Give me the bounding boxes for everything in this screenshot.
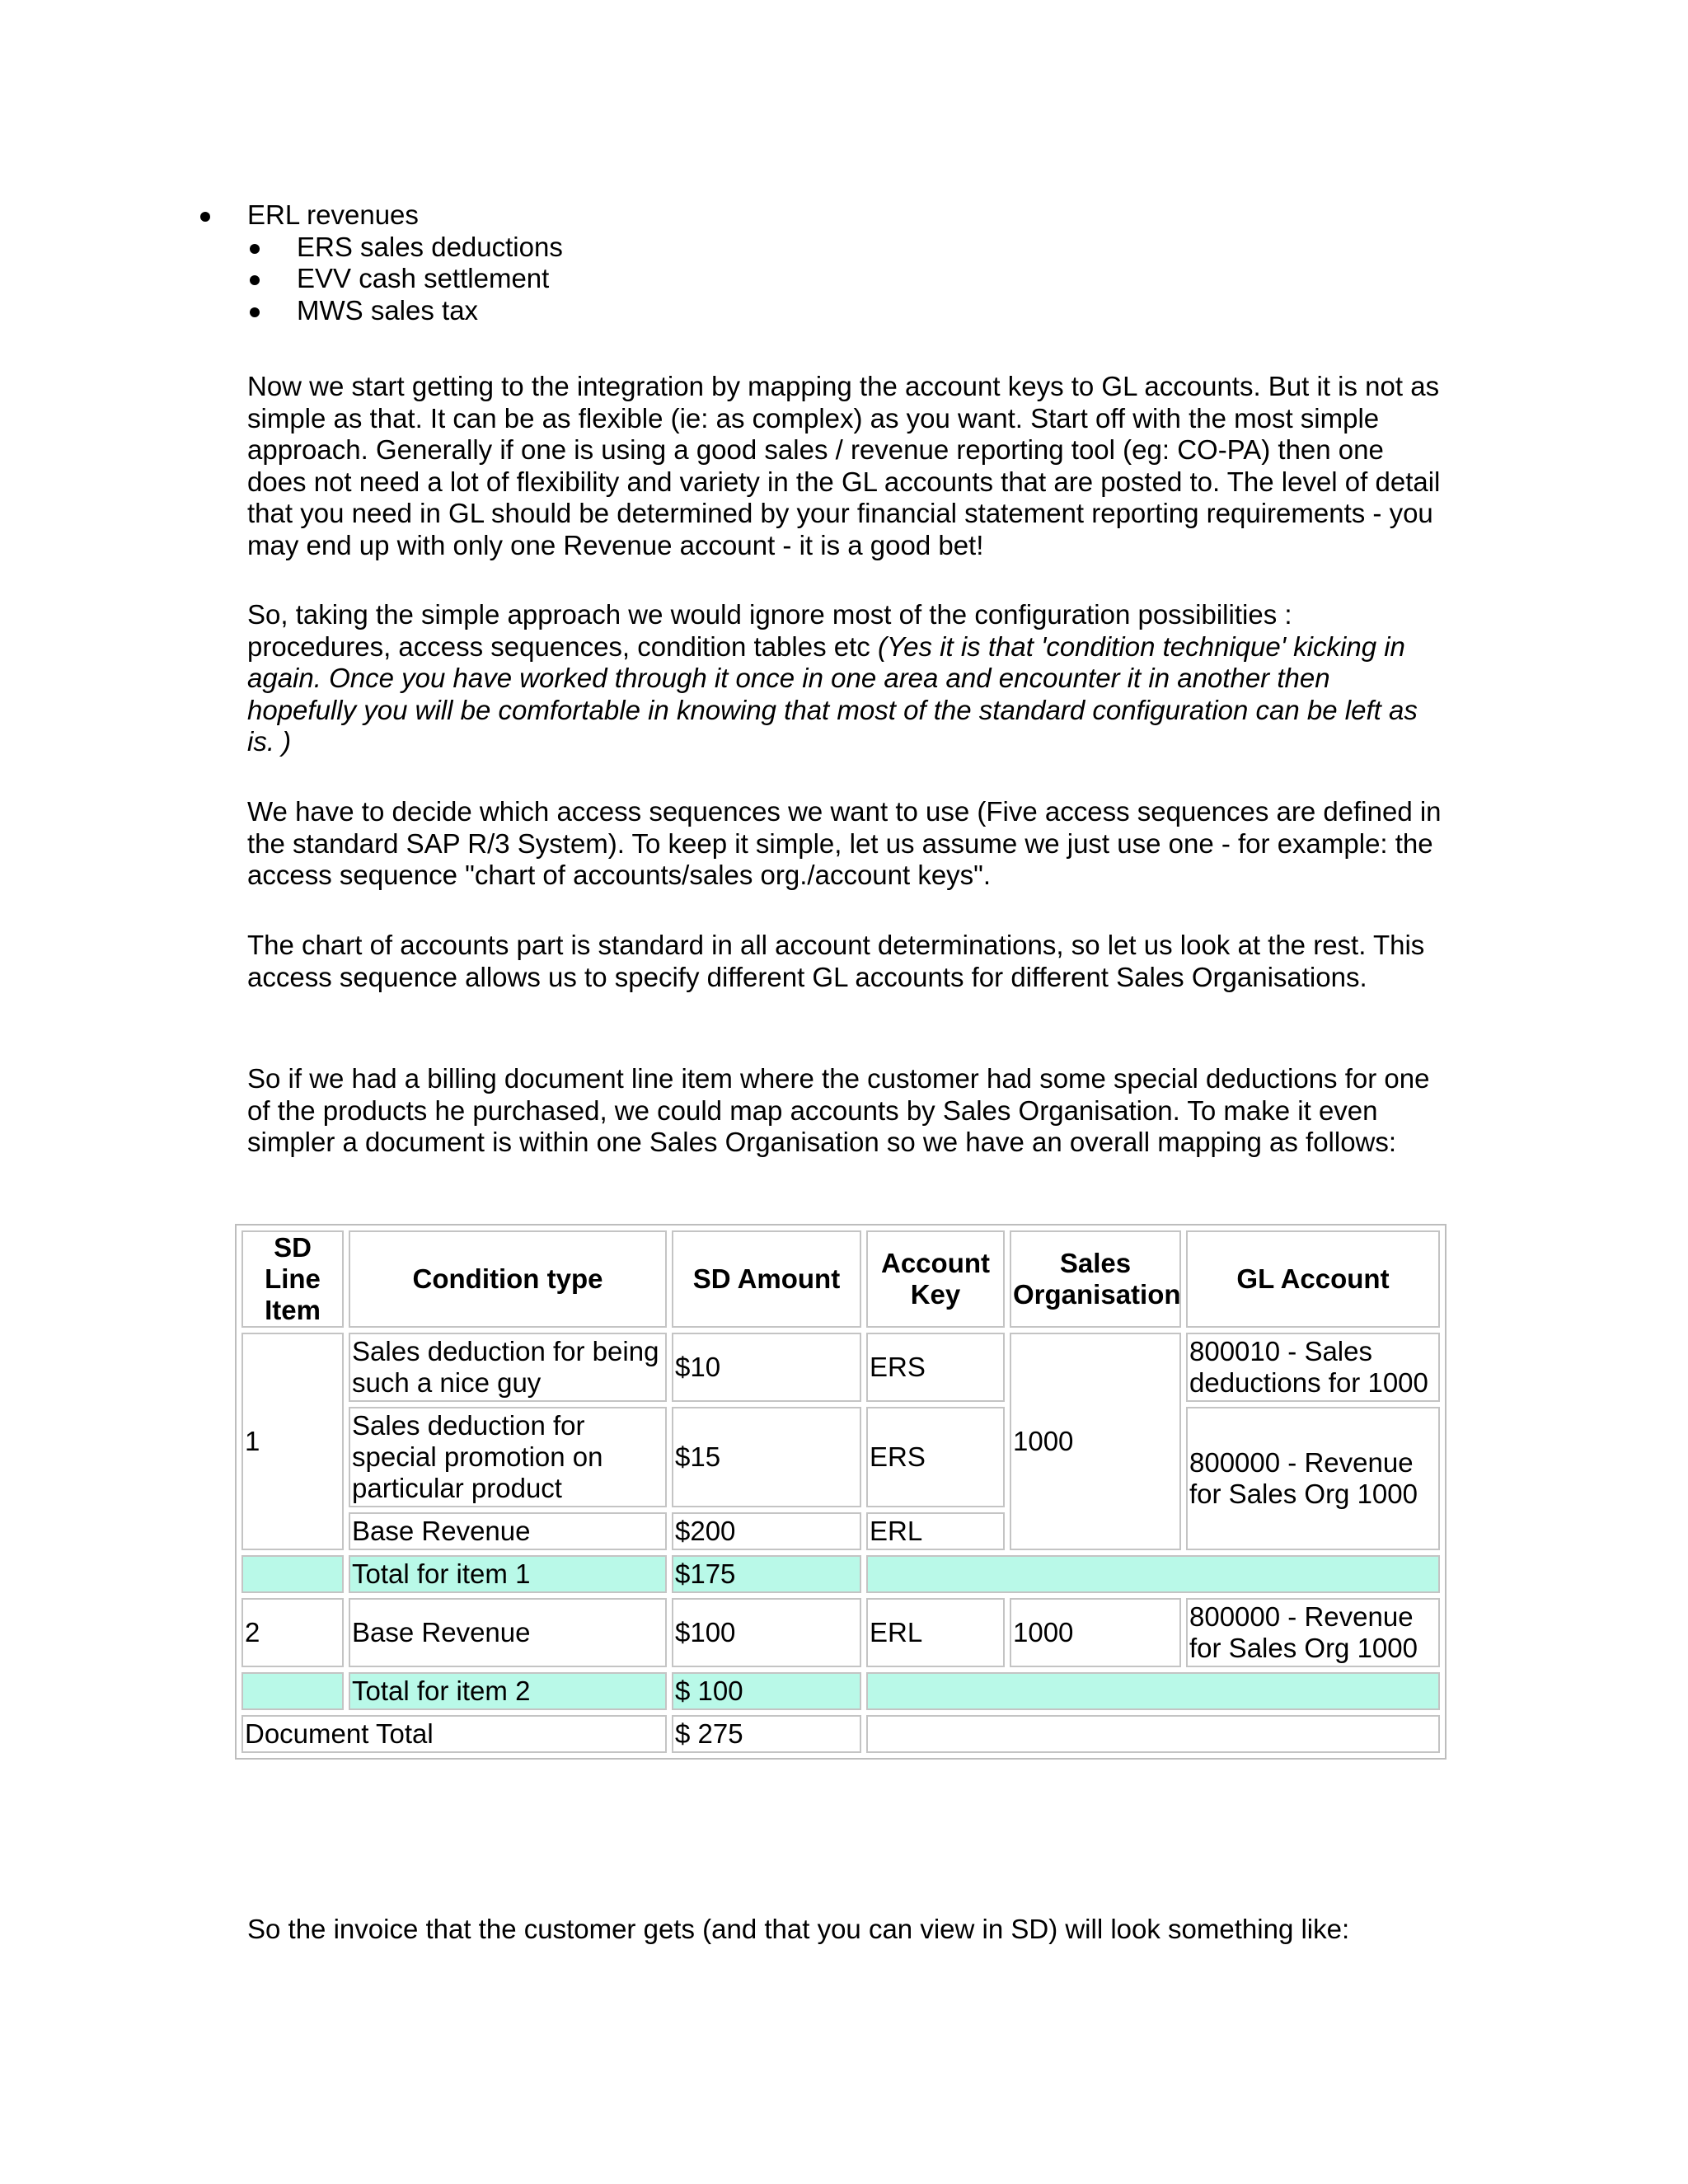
list-item-label: ERL revenues: [247, 199, 419, 230]
paragraph-access-sequences: We have to decide which access sequences we want to use (Five access sequences are defined in the standard SAP R/3 System). To keep it simple, let us assume we just use one - for example: the access sequence "chart of accounts/sales org./account keys".: [247, 796, 1442, 890]
cell-blank: [866, 1555, 1440, 1593]
list-item-label: MWS sales tax: [297, 294, 479, 326]
list-item: [246, 263, 563, 295]
table-header-row: [241, 1230, 1440, 1328]
cell-blank: [241, 1555, 344, 1593]
header-gl-account: GL Account: [1186, 1230, 1440, 1328]
header-sd-amount: SD Amount: [672, 1230, 861, 1328]
cell-sales-org: 1000: [1010, 1333, 1181, 1550]
account-key-list: [196, 199, 419, 232]
cell-condition-type: Base Revenue: [349, 1512, 667, 1550]
total-row-item-1: [241, 1555, 1440, 1593]
cell-total-label: Total for item 1: [349, 1555, 667, 1593]
cell-amount: $15: [672, 1407, 861, 1507]
cell-amount: $100: [672, 1598, 861, 1667]
cell-gl-account: 800000 - Revenue for Sales Org 1000: [1186, 1407, 1440, 1550]
paragraph-italic-note: (Yes it is that 'condition technique' kicking in again. Once you have worked through it once in one area and encounter it in another then hopefully you will be comfortable in knowing that most of the standard configuration can be left as is. ): [247, 630, 1418, 757]
header-sales-organisation: Sales Organisation: [1010, 1230, 1181, 1328]
cell-account-key: ERL: [866, 1512, 1005, 1550]
cell-amount: $10: [672, 1333, 861, 1402]
cell-blank: [866, 1672, 1440, 1710]
paragraph-invoice-intro: So the invoice that the customer gets (and that you can view in SD) will look something like:: [247, 1914, 1350, 1944]
cell-gl-account: 800000 - Revenue for Sales Org 1000: [1186, 1598, 1440, 1667]
cell-total-amount: $175: [672, 1555, 861, 1593]
cell-document-total-amount: $ 275: [672, 1715, 861, 1753]
cell-account-key: ERS: [866, 1407, 1005, 1507]
gl-mapping-table: [235, 1224, 1447, 1760]
cell-condition-type: Base Revenue: [349, 1598, 667, 1667]
cell-total-amount: $ 100: [672, 1672, 861, 1710]
cell-sales-org: 1000: [1010, 1598, 1181, 1667]
list-item: [196, 199, 419, 232]
cell-account-key: ERS: [866, 1333, 1005, 1402]
list-item: [246, 232, 563, 264]
table-row: [241, 1407, 1440, 1507]
cell-line-item: 1: [241, 1333, 344, 1550]
cell-account-key: ERL: [866, 1598, 1005, 1667]
paragraph-text: So, taking the simple approach we would ignore most of the configuration possibilities : procedures, access sequences, condition tables etc: [247, 599, 1292, 662]
account-key-sublist: [246, 232, 563, 327]
list-item-label: EVV cash settlement: [297, 263, 550, 293]
cell-gl-account: 800010 - Sales deductions for 1000: [1186, 1333, 1440, 1402]
list-item-label: ERS sales deductions: [297, 231, 563, 262]
cell-line-item: 2: [241, 1598, 344, 1667]
cell-amount: $200: [672, 1512, 861, 1550]
cell-document-total-label: Document Total: [241, 1715, 667, 1753]
list-item: [246, 295, 563, 327]
header-account-key: Account Key: [866, 1230, 1005, 1328]
paragraph-chart-of-accounts: The chart of accounts part is standard in all account determinations, so let us look at the rest. This access sequence allows us to specify different GL accounts for different Sales Organisations.: [247, 930, 1425, 992]
header-line-item: SD Line Item: [241, 1230, 344, 1328]
table-row: [241, 1598, 1440, 1667]
cell-condition-type: Sales deduction for being such a nice guy: [349, 1333, 667, 1402]
paragraph-billing-example: So if we had a billing document line item where the customer had some special deductions for one of the products he purchased, we could map accounts by Sales Organisation. To make it even simpler a document is within one Sales Organisation so we have an overall mapping as follows:: [247, 1063, 1430, 1157]
document-total-row: [241, 1715, 1440, 1753]
cell-total-label: Total for item 2: [349, 1672, 667, 1710]
cell-blank: [866, 1715, 1440, 1753]
header-condition-type: Condition type: [349, 1230, 667, 1328]
paragraph-integration: Now we start getting to the integration by mapping the account keys to GL accounts. But it is not as simple as that. It can be as flexible (ie: as complex) as you want. Start off with the most simple approach. Generally if one is using a good sales / revenue reporting tool (eg: CO-PA) then one does not need a lot of flexibility and variety in the GL accounts that are posted to. The level of detail that you need in GL should be determined by your financial statement reporting requirements - you may end up with only one Revenue account - it is a good bet!: [247, 371, 1441, 560]
cell-blank: [241, 1672, 344, 1710]
cell-condition-type: Sales deduction for special promotion on particular product: [349, 1407, 667, 1507]
total-row-item-2: [241, 1672, 1440, 1710]
table-row: [241, 1333, 1440, 1402]
paragraph-simple-approach: [247, 599, 1442, 758]
